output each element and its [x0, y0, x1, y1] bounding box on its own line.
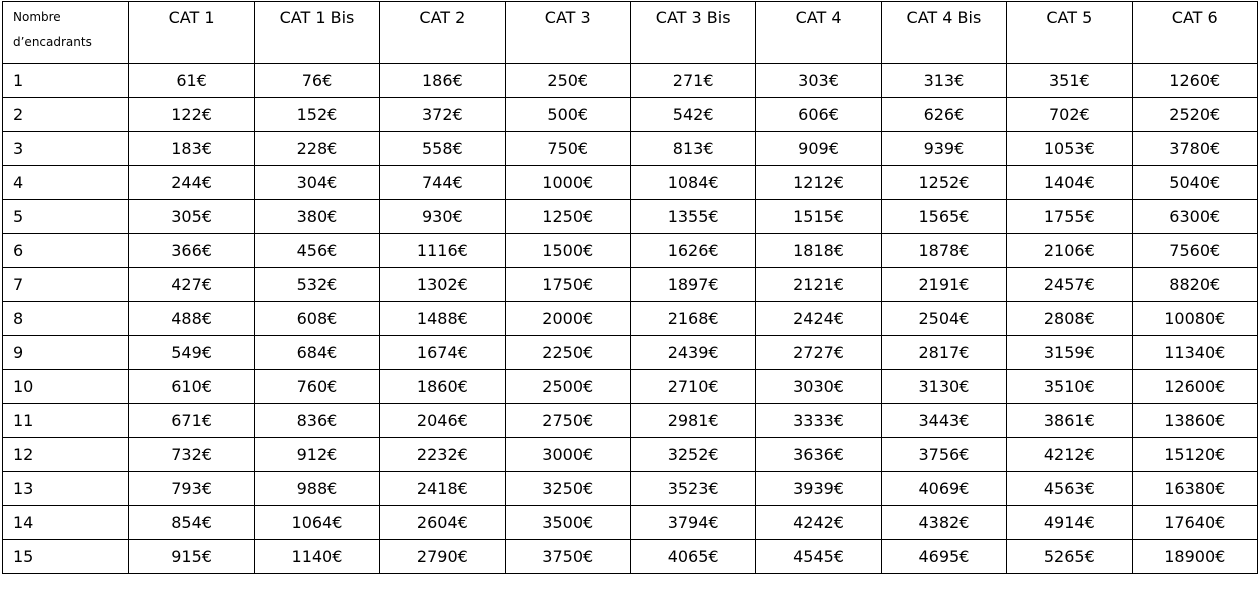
price-cell: 836€: [254, 404, 379, 438]
price-cell: 2106€: [1007, 234, 1132, 268]
row-encadrants-count: 2: [3, 98, 129, 132]
price-cell: 1084€: [630, 166, 755, 200]
price-cell: 500€: [505, 98, 630, 132]
price-cell: 813€: [630, 132, 755, 166]
price-cell: 2981€: [630, 404, 755, 438]
row-encadrants-count: 10: [3, 370, 129, 404]
price-cell: 760€: [254, 370, 379, 404]
price-cell: 250€: [505, 64, 630, 98]
price-cell: 626€: [881, 98, 1006, 132]
header-line-1: Nombre: [13, 10, 61, 24]
price-cell: 684€: [254, 336, 379, 370]
table-body: [3, 64, 1258, 574]
table-row: [3, 64, 1258, 98]
price-cell: 5265€: [1007, 540, 1132, 574]
price-cell: 4065€: [630, 540, 755, 574]
price-cell: 4914€: [1007, 506, 1132, 540]
price-cell: 3523€: [630, 472, 755, 506]
price-cell: 1116€: [380, 234, 505, 268]
price-cell: 1500€: [505, 234, 630, 268]
price-cell: 1818€: [756, 234, 881, 268]
price-cell: 1140€: [254, 540, 379, 574]
price-cell: 4695€: [881, 540, 1006, 574]
price-cell: 2232€: [380, 438, 505, 472]
price-cell: 1860€: [380, 370, 505, 404]
price-cell: 2500€: [505, 370, 630, 404]
price-cell: 6300€: [1132, 200, 1257, 234]
row-encadrants-count: 13: [3, 472, 129, 506]
price-cell: 4242€: [756, 506, 881, 540]
row-encadrants-count: 4: [3, 166, 129, 200]
price-cell: 1515€: [756, 200, 881, 234]
table-row: [3, 98, 1258, 132]
price-cell: 912€: [254, 438, 379, 472]
row-encadrants-count: 3: [3, 132, 129, 166]
price-cell: 2520€: [1132, 98, 1257, 132]
price-cell: 2000€: [505, 302, 630, 336]
price-cell: 2808€: [1007, 302, 1132, 336]
header-cat-4: CAT 4: [756, 2, 881, 64]
price-cell: 18900€: [1132, 540, 1257, 574]
price-cell: 1488€: [380, 302, 505, 336]
price-cell: 988€: [254, 472, 379, 506]
price-cell: 427€: [129, 268, 254, 302]
price-cell: 3780€: [1132, 132, 1257, 166]
price-cell: 3030€: [756, 370, 881, 404]
price-cell: 228€: [254, 132, 379, 166]
price-cell: 610€: [129, 370, 254, 404]
price-cell: 122€: [129, 98, 254, 132]
price-cell: 2121€: [756, 268, 881, 302]
price-cell: 3510€: [1007, 370, 1132, 404]
table-row: [3, 506, 1258, 540]
price-cell: 15120€: [1132, 438, 1257, 472]
price-cell: 1212€: [756, 166, 881, 200]
table-row: [3, 166, 1258, 200]
price-cell: 303€: [756, 64, 881, 98]
price-cell: 4545€: [756, 540, 881, 574]
price-cell: 5040€: [1132, 166, 1257, 200]
header-cat-1-bis: CAT 1 Bis: [254, 2, 379, 64]
header-cat-3: CAT 3: [505, 2, 630, 64]
price-cell: 3636€: [756, 438, 881, 472]
price-cell: 2710€: [630, 370, 755, 404]
price-cell: 1250€: [505, 200, 630, 234]
table-row: [3, 336, 1258, 370]
price-cell: 2046€: [380, 404, 505, 438]
price-cell: 186€: [380, 64, 505, 98]
price-cell: 732€: [129, 438, 254, 472]
row-encadrants-count: 5: [3, 200, 129, 234]
price-cell: 3333€: [756, 404, 881, 438]
price-cell: 1565€: [881, 200, 1006, 234]
row-encadrants-count: 7: [3, 268, 129, 302]
price-cell: 1878€: [881, 234, 1006, 268]
price-cell: 744€: [380, 166, 505, 200]
price-cell: 532€: [254, 268, 379, 302]
price-cell: 608€: [254, 302, 379, 336]
header-nombre-encadrants: [3, 2, 129, 64]
price-cell: 1750€: [505, 268, 630, 302]
row-encadrants-count: 1: [3, 64, 129, 98]
price-cell: 1897€: [630, 268, 755, 302]
price-cell: 2250€: [505, 336, 630, 370]
price-cell: 3000€: [505, 438, 630, 472]
price-cell: 909€: [756, 132, 881, 166]
price-cell: 2424€: [756, 302, 881, 336]
table-row: [3, 472, 1258, 506]
price-cell: 152€: [254, 98, 379, 132]
price-cell: 2817€: [881, 336, 1006, 370]
price-cell: 1404€: [1007, 166, 1132, 200]
price-cell: 915€: [129, 540, 254, 574]
price-cell: 3252€: [630, 438, 755, 472]
price-cell: 3250€: [505, 472, 630, 506]
price-cell: 2727€: [756, 336, 881, 370]
price-cell: 4212€: [1007, 438, 1132, 472]
price-cell: 1302€: [380, 268, 505, 302]
header-cat-6: CAT 6: [1132, 2, 1257, 64]
price-cell: 558€: [380, 132, 505, 166]
price-cell: 16380€: [1132, 472, 1257, 506]
price-cell: 351€: [1007, 64, 1132, 98]
price-cell: 4382€: [881, 506, 1006, 540]
price-cell: 3443€: [881, 404, 1006, 438]
price-cell: 10080€: [1132, 302, 1257, 336]
price-cell: 1000€: [505, 166, 630, 200]
table-row: [3, 132, 1258, 166]
price-cell: 2457€: [1007, 268, 1132, 302]
price-cell: 606€: [756, 98, 881, 132]
price-cell: 930€: [380, 200, 505, 234]
price-cell: 2504€: [881, 302, 1006, 336]
header-cat-3-bis: CAT 3 Bis: [630, 2, 755, 64]
price-cell: 2191€: [881, 268, 1006, 302]
table-row: [3, 438, 1258, 472]
table-row: [3, 404, 1258, 438]
price-cell: 671€: [129, 404, 254, 438]
price-cell: 542€: [630, 98, 755, 132]
price-cell: 8820€: [1132, 268, 1257, 302]
row-encadrants-count: 8: [3, 302, 129, 336]
price-cell: 3794€: [630, 506, 755, 540]
price-cell: 3130€: [881, 370, 1006, 404]
price-cell: 2750€: [505, 404, 630, 438]
price-cell: 380€: [254, 200, 379, 234]
price-cell: 2790€: [380, 540, 505, 574]
header-cat-1: CAT 1: [129, 2, 254, 64]
price-cell: 1674€: [380, 336, 505, 370]
price-cell: 793€: [129, 472, 254, 506]
price-cell: 1064€: [254, 506, 379, 540]
price-cell: 854€: [129, 506, 254, 540]
price-cell: 4069€: [881, 472, 1006, 506]
price-cell: 3861€: [1007, 404, 1132, 438]
table-row: [3, 200, 1258, 234]
price-cell: 7560€: [1132, 234, 1257, 268]
table-row: [3, 540, 1258, 574]
price-cell: 2604€: [380, 506, 505, 540]
row-encadrants-count: 14: [3, 506, 129, 540]
price-cell: 244€: [129, 166, 254, 200]
row-encadrants-count: 11: [3, 404, 129, 438]
price-cell: 1053€: [1007, 132, 1132, 166]
price-cell: 702€: [1007, 98, 1132, 132]
price-cell: 488€: [129, 302, 254, 336]
price-cell: 3750€: [505, 540, 630, 574]
header-cat-4-bis: CAT 4 Bis: [881, 2, 1006, 64]
table-row: [3, 234, 1258, 268]
price-cell: 1626€: [630, 234, 755, 268]
price-cell: 183€: [129, 132, 254, 166]
price-cell: 17640€: [1132, 506, 1257, 540]
price-cell: 939€: [881, 132, 1006, 166]
price-cell: 11340€: [1132, 336, 1257, 370]
price-cell: 1755€: [1007, 200, 1132, 234]
price-cell: 313€: [881, 64, 1006, 98]
price-cell: 549€: [129, 336, 254, 370]
price-cell: 305€: [129, 200, 254, 234]
table-row: [3, 268, 1258, 302]
price-cell: 3159€: [1007, 336, 1132, 370]
table-header-row: [3, 2, 1258, 64]
price-cell: 2418€: [380, 472, 505, 506]
tariff-table: [2, 1, 1258, 574]
price-cell: 61€: [129, 64, 254, 98]
row-encadrants-count: 6: [3, 234, 129, 268]
price-cell: 3500€: [505, 506, 630, 540]
price-cell: 366€: [129, 234, 254, 268]
table-row: [3, 302, 1258, 336]
price-cell: 13860€: [1132, 404, 1257, 438]
header-cat-5: CAT 5: [1007, 2, 1132, 64]
price-cell: 1252€: [881, 166, 1006, 200]
price-cell: 750€: [505, 132, 630, 166]
price-cell: 372€: [380, 98, 505, 132]
price-cell: 2439€: [630, 336, 755, 370]
row-encadrants-count: 12: [3, 438, 129, 472]
price-cell: 3756€: [881, 438, 1006, 472]
table-row: [3, 370, 1258, 404]
price-cell: 2168€: [630, 302, 755, 336]
row-encadrants-count: 9: [3, 336, 129, 370]
price-cell: 3939€: [756, 472, 881, 506]
price-cell: 304€: [254, 166, 379, 200]
price-cell: 12600€: [1132, 370, 1257, 404]
price-cell: 1260€: [1132, 64, 1257, 98]
price-cell: 76€: [254, 64, 379, 98]
header-line-2: d’encadrants: [13, 35, 92, 49]
price-cell: 271€: [630, 64, 755, 98]
price-cell: 456€: [254, 234, 379, 268]
price-cell: 4563€: [1007, 472, 1132, 506]
price-cell: 1355€: [630, 200, 755, 234]
row-encadrants-count: 15: [3, 540, 129, 574]
header-cat-2: CAT 2: [380, 2, 505, 64]
